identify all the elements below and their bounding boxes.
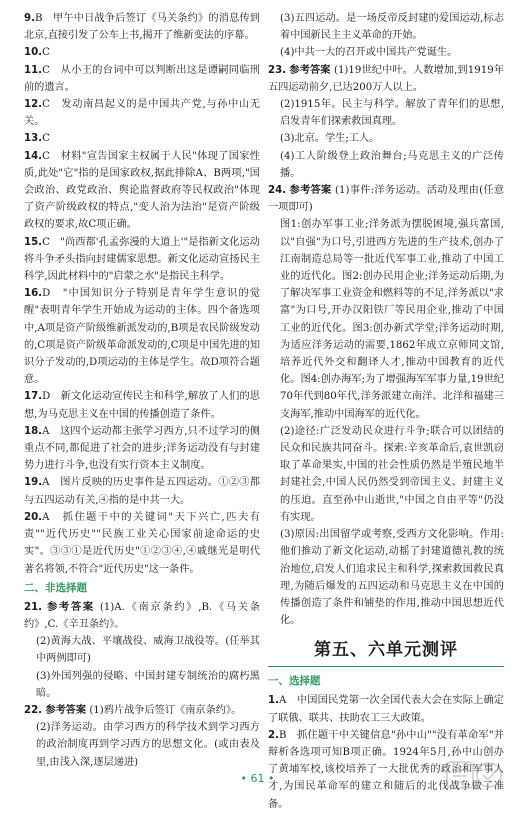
section-heading-nonchoice: 二、非选择题 (24, 581, 87, 594)
answer-item (268, 692, 504, 726)
answer-item (24, 10, 260, 44)
q23-line: (4)工人阶级登上政治舞台;马克思主义的广泛传播。 (280, 150, 504, 179)
q22-line: (2)洋务运动。由学习西方的科学技术到学习西方的政治制度再到学习西方的思想文化。(或由表及里,由浅入深,逐层递进) (36, 722, 260, 768)
section-heading-choice: 一、选择题 (268, 675, 321, 688)
answer-number: 2. (268, 729, 279, 741)
answer-number: 10. (24, 47, 43, 59)
answer-text: C "尚西都'孔孟弥漫的大道上'"是指新文化运动将斗争矛头指向封建儒家思想。新文化运动宣扬民主科学,因此材料中的"启蒙之水"是指民主科学。 (24, 236, 260, 283)
answer-number: 17. (24, 391, 43, 403)
answer-number: 18. (24, 425, 43, 437)
answer-text: C (42, 133, 50, 145)
answer-number: 19. (24, 477, 43, 489)
q23-line: (2)1915年。民主与科学。解放了青年们的思想,启发青年们探索救国真理。 (280, 99, 504, 128)
answer-item (24, 474, 260, 508)
q24-line: 图1:创办军事工业;洋务派为摆脱困境,强兵富国,以"自强"为口号,引进西方先进的生产技术,创办了江南制造总局等一批近代军事工业,推动了中国工业的近代化。图2:创办民用企业;洋务运动后期,为了解决军事工业资金和燃料等的不足,洋务派以"求富"为口号,开办汉阳铁厂等民用企业,推动了中国工业的近代化。图3:创办新式学堂;洋务运动时期,为适应洋务运动的需要,1862年成立京师同文馆,培养近代外交和翻译人才,推动中国教育的近代化。图4:创办海军;为了增强海军军事力量,19世纪70年代到80年代,洋务派建立南洋、北洋和福建三支海军,推动中国海军的近代化。 (280, 219, 504, 420)
answer-item (24, 62, 260, 96)
answer-text: B 甲午中日战争后签订《马关条约》的消息传到北京,直接引发了公车上书,揭开了维新变法的序幕。 (24, 13, 260, 42)
answer-number: 20. (24, 511, 43, 523)
answer-text: D 新文化运动宣传民主和科学,解放了人们的思想,为马克思主义在中国的传播创造了条件。 (24, 391, 260, 420)
answer-text: C (42, 47, 50, 59)
answer-text: C 材料"宣告国家主权属于人民"体现了国家性质,此处"它"指的是国家政权,据此排除A、B两项,"国会政治、政党政治、舆论监督政府等民权政治"体现了资产阶级政权的特点,"变人治为法治"是资产阶级政权的要求,故C项正确。 (24, 150, 260, 231)
q22-answer: 22. 参考答案 (1)鸦片战争后签订《南京条约》。 (24, 704, 242, 716)
answer-item (24, 285, 260, 388)
answer-text: A 中国国民党第一次全国代表大会在实际上确定了联俄、联共、扶助农工三大政策。 (268, 695, 504, 724)
answer-number: 9. (24, 13, 35, 24)
page-number: • 61 • (240, 772, 275, 785)
title-divider (268, 666, 504, 667)
q24-line: (3)原因:出国留学或考察,受西方文化影响。作用:他们推动了新文化运动,动摇了封建道德礼教的统治地位,启发人们追求民主和科学,探索救国救民真理,为随后爆发的五四运动和马克思主义在中国的传播创造了条件和铺垫的作用,推动中国思想近代化。 (280, 529, 504, 627)
q21-line: (2)黄海大战、平壤战役、威海卫战役等。(任举其中两例即可) (36, 636, 260, 665)
answer-number: 14. (24, 150, 43, 162)
answer-item (24, 234, 260, 286)
answer-number: 16. (24, 288, 43, 300)
answer-item (24, 44, 260, 61)
answer-number: 1. (268, 695, 279, 707)
answer-item (24, 130, 260, 147)
q23-answer: 23. 参考答案 (1)19世纪中叶。人数增加,到1919年五四运动前夕,已达200万人以上。 (268, 64, 504, 93)
answer-item (24, 388, 260, 422)
q22-continued-line: (3)五四运动。是一场反帝反封建的爱国运动,标志着中国新民主主义革命的开始。 (280, 13, 504, 42)
unit-test-title (268, 637, 504, 667)
answer-item (24, 96, 260, 130)
q23-line: (3)北京。学生;工人。 (280, 133, 380, 145)
q24-line: (2)途径:广泛发动民众进行斗争;联合可以团结的民众和民族共同奋斗。探索:辛亥革命后,袁世凯窃取了革命果实,中国的社会性质仍然是半殖民地半封建社会,中国人民仍然受到帝国主义、封建主义的压迫。直至孙中山逝世,"中国之自由平等"仍没有实现。 (280, 425, 504, 523)
answer-item (24, 423, 260, 475)
answer-text: D "中国知识分子特别是青年学生意识的觉醒"表明青年学生开始成为运动的主体。四个备选项中,A项是资产阶级维新派发动的,B项是农民阶级发动的,C项是资产阶级革命派发动的,C项是中国先进的知识分子发动的,D项运动的主体是学生。故D项符合题意。 (24, 288, 261, 386)
answer-number: 12. (24, 99, 43, 111)
watermark-logo-icon (445, 758, 505, 792)
answer-number: 15. (24, 236, 43, 248)
answer-item (24, 148, 260, 234)
answer-text: A 图片反映的历史事件是五四运动。①②③都与五四运动有关,④指的是中共一大。 (24, 477, 260, 506)
right-choice-answers (268, 692, 504, 812)
q21-answer: 21. 参考答案 (1)A.《南京条约》,B.《马关条约》,C.《辛丑条约》。 (24, 601, 260, 630)
answer-text: B 抓住题干中关键信息"孙中山""没有革命军"并辩析各选项可知B项正确。1924年5月,孙中山创办了黄埔军校,该校培养了一大批优秀的政治和军事人才,为国民革命军的建立和随后的北伐战争做了准备。 (268, 729, 504, 810)
q22-continued-line: (4)中共一大的召开或中国共产党诞生。 (280, 47, 458, 59)
answer-number: 11. (24, 64, 43, 76)
answer-text: A 这四个运动都主张学习西方,只不过学习的侧重点不同,都促进了社会的进步;洋务运动没有与封建势力进行斗争,也没有实行资本主义制度。 (24, 425, 260, 472)
unit-test-title-text: 第五、六单元测评 (314, 640, 458, 661)
left-column (24, 10, 260, 771)
answer-text: C 发动南昌起义的是中国共产党,与孙中山无关。 (24, 99, 260, 128)
answer-text: C 从小王的台词中可以判断出这是谭嗣同临刑前的遗言。 (24, 64, 260, 93)
q24-answer: 24. 参考答案 (1)事件:洋务运动。活动及理由(任意一项即可) (268, 185, 504, 214)
left-choice-answers (24, 10, 260, 578)
right-column (268, 10, 504, 813)
answer-item (24, 509, 260, 578)
answer-number: 13. (24, 133, 43, 145)
answer-text: A 抓住题干中的关键词"天下兴亡,匹夫有责""近代历史""民族工业关心国家前途命运的史实"。③③①是近代历史"①②③④,④戚继光是明代著名将领,不符合"近代历史"这一条件。 (24, 511, 260, 575)
q21-line: (3)外国列强的侵略、中国封建专制统治的腐朽黑暗。 (36, 670, 260, 699)
